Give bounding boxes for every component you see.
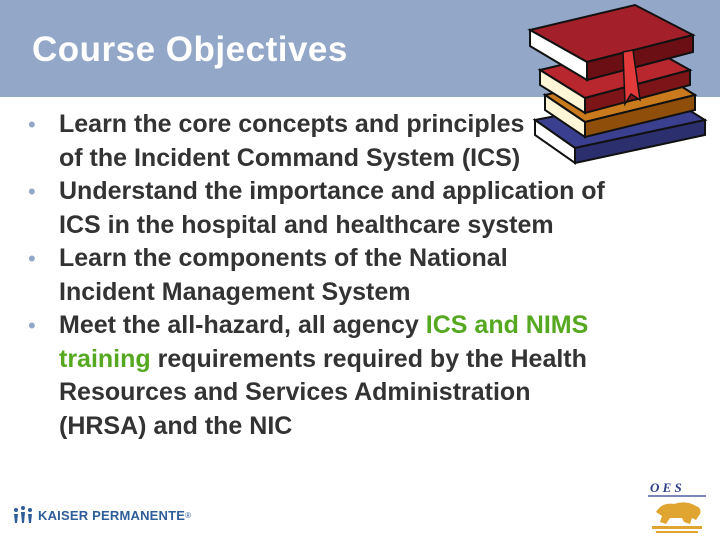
objective-text: Learn the components of the National	[59, 244, 508, 272]
objective-text: (HRSA) and the NIC	[59, 411, 293, 440]
objective-item	[28, 309, 718, 443]
objective-text: Resources and Services Administration	[59, 378, 531, 406]
objectives-list	[28, 108, 718, 443]
objective-item	[28, 175, 718, 242]
objective-highlight-text: ICS and NIMS	[425, 311, 589, 339]
objective-text: Meet the all-hazard, all agency	[59, 311, 426, 339]
kaiser-trademark: ®	[185, 510, 192, 520]
kaiser-permanente-name: KAISER PERMANENTE	[38, 507, 186, 523]
kaiser-permanente-logo-icon	[12, 505, 34, 525]
kaiser-permanente-logo	[12, 504, 191, 526]
slide-title: Course Objectives	[32, 30, 348, 69]
oes-text: O E S	[650, 480, 682, 495]
objective-item	[28, 242, 718, 309]
objective-text: of the Incident Command System (ICS)	[59, 143, 521, 172]
objective-text: Learn the core concepts and principles	[59, 110, 525, 138]
objective-item	[28, 108, 718, 175]
objective-text: ICS in the hospital and healthcare system	[59, 210, 554, 239]
objective-text: Incident Management System	[59, 277, 411, 306]
oes-bear-logo-icon	[646, 478, 708, 536]
objective-text: Understand the importance and application of	[59, 177, 605, 205]
objective-text: requirements required by the Health	[150, 344, 587, 373]
objective-highlight-text: training	[59, 344, 151, 373]
